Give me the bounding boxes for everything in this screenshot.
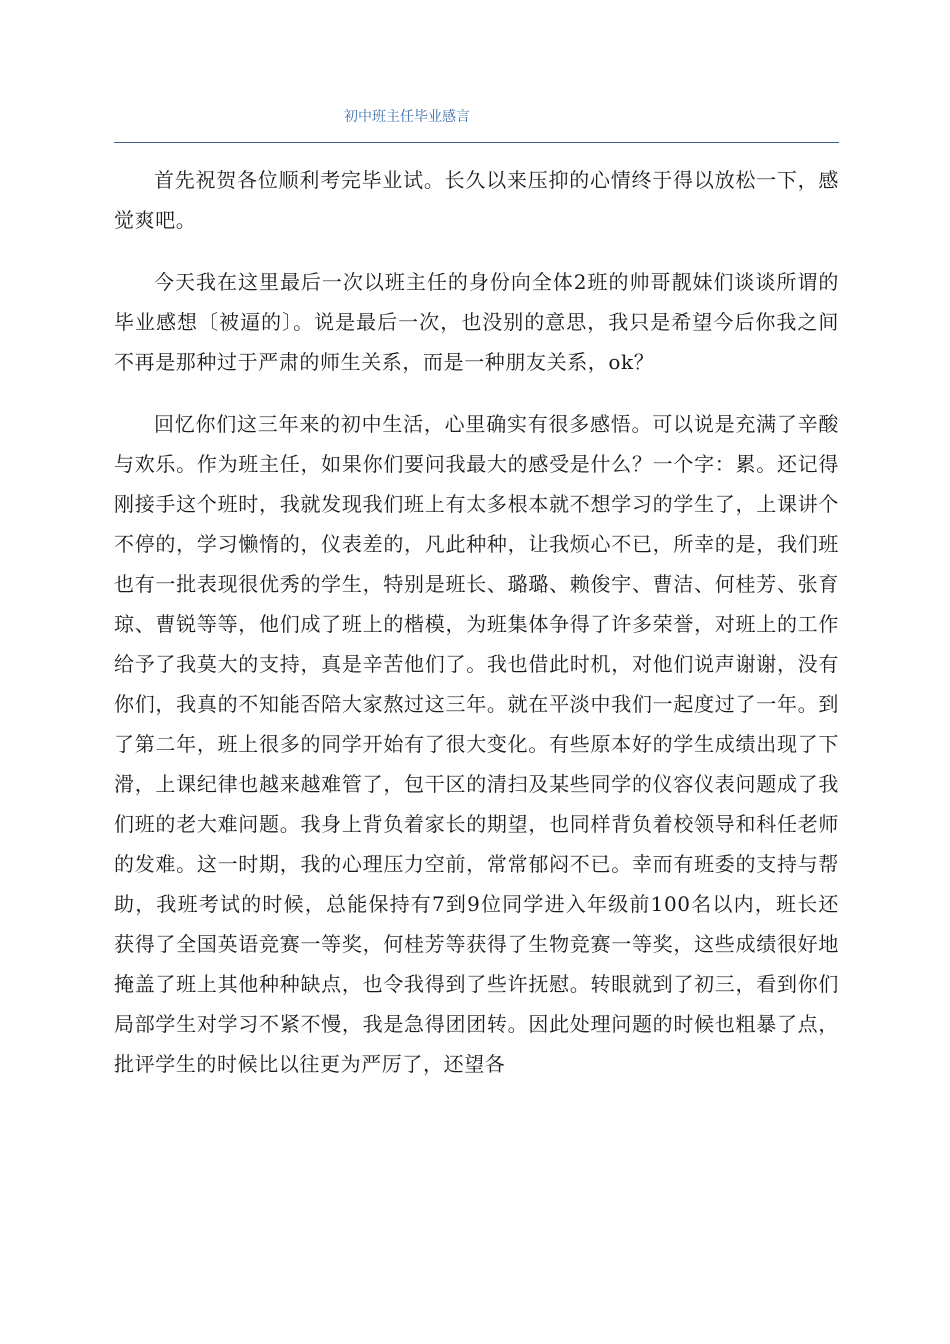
document-header-title: 初中班主任毕业感言 — [344, 109, 470, 125]
paragraph-congratulations: 首先祝贺各位顺利考完毕业试。长久以来压抑的心情终于得以放松一下，感觉爽吧。 — [114, 168, 839, 232]
document-body — [114, 160, 839, 1106]
paragraph-memories: 回忆你们这三年来的初中生活，心里确实有很多感悟。可以说是充满了辛酸与欢乐。作为班主任，如果你们要问我最大的感受是什么？一个字：累。还记得刚接手这个班时，我就发现我们班上有太多根本就不想学习的学生了，上课讲个不停的，学习懒惰的，仪表差的，凡此种种，让我烦心不已，所幸的是，我们班也有一批表现很优秀的学生，特别是班长、璐璐、赖俊宇、曹洁、何桂芳、张育琼、曹锐等等，他们成了班上的楷模，为班集体争得了许多荣誉，对班上的工作给予了我莫大的支持，真是辛苦他们了。我也借此时机，对他们说声谢谢，没有你们，我真的不知能否陪大家熬过这三年。就在平淡中我们一起度过了一年。到了第二年，班上很多的同学开始有了很大变化。有些原本好的学生成绩出现了下滑，上课纪律也越来越难管了，包干区的清扫及某些同学的仪容仪表问题成了我们班的老大难问题。我身上背负着家长的期望，也同样背负着校领导和科任老师的发难。这一时期，我的心理压力空前，常常郁闷不已。幸而有班委的支持与帮助，我班考试的时候，总能保持有7到9位同学进入年级前100名以内，班长还获得了全国英语竞赛一等奖，何桂芳等获得了生物竞赛一等奖，这些成绩很好地掩盖了班上其他种种缺点，也令我得到了些许抚慰。转眼就到了初三，看到你们局部学生对学习不紧不慢，我是急得团团转。因此处理问题的时候也粗暴了点，批评学生的时候比以往更为严厉了，还望各 — [114, 412, 839, 1076]
paragraph-introduction: 今天我在这里最后一次以班主任的身份向全体2班的帅哥靓妹们谈谈所谓的毕业感想〔被逼的〕。说是最后一次，也没别的意思，我只是希望今后你我之间不再是那种过于严肃的师生关系，而是一种朋友关系，ok？ — [114, 270, 839, 374]
page-header — [114, 96, 839, 144]
header-divider — [114, 142, 839, 143]
